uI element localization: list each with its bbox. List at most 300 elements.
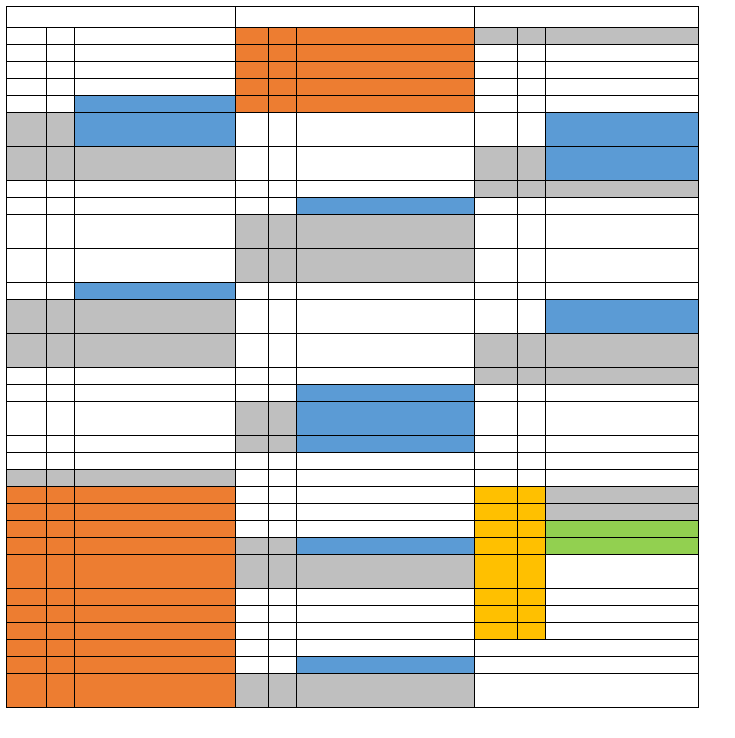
day-number-cell: [269, 147, 297, 181]
calendar-row: [7, 368, 699, 385]
event-cell: [75, 487, 236, 504]
day-number-cell: [47, 589, 75, 606]
day-number-cell: [518, 45, 546, 62]
day-name-cell: [7, 606, 47, 623]
day-number-cell: [269, 283, 297, 300]
day-number-cell: [518, 334, 546, 368]
day-number-cell: [518, 487, 546, 504]
day-number-cell: [47, 96, 75, 113]
day-name-cell: [236, 623, 269, 640]
day-number-cell: [47, 453, 75, 470]
day-number-cell: [47, 606, 75, 623]
event-cell: [75, 589, 236, 606]
day-name-cell: [7, 623, 47, 640]
day-name-cell: [7, 504, 47, 521]
event-cell: [546, 28, 699, 45]
event-cell: [546, 334, 699, 368]
day-number-cell: [47, 198, 75, 215]
day-name-cell: [236, 436, 269, 453]
day-name-cell: [475, 300, 518, 334]
day-name-cell: [7, 215, 47, 249]
day-number-cell: [269, 249, 297, 283]
event-cell: [546, 45, 699, 62]
day-name-cell: [475, 674, 518, 708]
calendar-row: [7, 215, 699, 249]
calendar-row: [7, 79, 699, 96]
day-name-cell: [236, 198, 269, 215]
day-name-cell: [475, 538, 518, 555]
day-number-cell: [47, 181, 75, 198]
day-name-cell: [475, 555, 518, 589]
event-cell: [75, 402, 236, 436]
calendar-row: [7, 402, 699, 436]
calendar-row: [7, 623, 699, 640]
day-name-cell: [236, 453, 269, 470]
event-cell: [546, 181, 699, 198]
day-number-cell: [47, 538, 75, 555]
day-number-cell: [47, 45, 75, 62]
event-cell: [297, 79, 475, 96]
calendar-row: [7, 555, 699, 589]
day-number-cell: [518, 402, 546, 436]
day-name-cell: [475, 215, 518, 249]
event-cell: [297, 28, 475, 45]
day-name-cell: [7, 113, 47, 147]
calendar-row: [7, 589, 699, 606]
day-name-cell: [475, 589, 518, 606]
event-cell: [75, 300, 236, 334]
day-number-cell: [47, 657, 75, 674]
event-cell: [546, 521, 699, 538]
event-cell: [297, 589, 475, 606]
day-name-cell: [236, 589, 269, 606]
day-number-cell: [269, 538, 297, 555]
event-cell: [546, 79, 699, 96]
event-cell: [297, 283, 475, 300]
day-name-cell: [236, 113, 269, 147]
day-name-cell: [7, 521, 47, 538]
event-cell: [546, 504, 699, 521]
day-name-cell: [236, 606, 269, 623]
day-name-cell: [236, 28, 269, 45]
day-number-cell: [518, 606, 546, 623]
day-number-cell: [518, 436, 546, 453]
day-number-cell: [47, 402, 75, 436]
day-name-cell: [475, 487, 518, 504]
calendar-row: [7, 28, 699, 45]
day-name-cell: [7, 45, 47, 62]
event-cell: [546, 368, 699, 385]
day-name-cell: [236, 96, 269, 113]
day-number-cell: [47, 283, 75, 300]
day-number-cell: [47, 555, 75, 589]
calendar-row: [7, 538, 699, 555]
event-cell: [297, 674, 475, 708]
day-number-cell: [47, 504, 75, 521]
event-cell: [75, 453, 236, 470]
event-cell: [297, 470, 475, 487]
event-cell: [297, 453, 475, 470]
event-cell: [75, 657, 236, 674]
day-number-cell: [47, 147, 75, 181]
calendar-row: [7, 640, 699, 657]
day-number-cell: [518, 555, 546, 589]
day-name-cell: [7, 62, 47, 79]
day-number-cell: [518, 300, 546, 334]
event-cell: [75, 28, 236, 45]
event-cell: [297, 334, 475, 368]
day-number-cell: [269, 657, 297, 674]
day-number-cell: [269, 28, 297, 45]
day-number-cell: [269, 487, 297, 504]
day-name-cell: [236, 555, 269, 589]
day-number-cell: [518, 28, 546, 45]
day-name-cell: [7, 249, 47, 283]
event-cell: [546, 300, 699, 334]
event-cell: [546, 113, 699, 147]
day-number-cell: [518, 147, 546, 181]
day-name-cell: [475, 402, 518, 436]
day-name-cell: [475, 198, 518, 215]
event-cell: [297, 215, 475, 249]
day-number-cell: [47, 28, 75, 45]
day-name-cell: [236, 215, 269, 249]
day-number-cell: [518, 368, 546, 385]
event-cell: [297, 45, 475, 62]
calendar-row: [7, 96, 699, 113]
calendar-row: [7, 283, 699, 300]
event-cell: [297, 487, 475, 504]
day-name-cell: [475, 606, 518, 623]
day-name-cell: [7, 385, 47, 402]
day-name-cell: [475, 79, 518, 96]
calendar-row: [7, 249, 699, 283]
event-cell: [546, 453, 699, 470]
day-name-cell: [7, 657, 47, 674]
day-name-cell: [475, 504, 518, 521]
day-number-cell: [269, 181, 297, 198]
event-cell: [297, 147, 475, 181]
event-cell: [546, 249, 699, 283]
day-name-cell: [236, 402, 269, 436]
calendar-row: [7, 487, 699, 504]
day-name-cell: [475, 453, 518, 470]
day-name-cell: [236, 300, 269, 334]
day-name-cell: [475, 368, 518, 385]
day-number-cell: [47, 368, 75, 385]
day-number-cell: [47, 385, 75, 402]
day-number-cell: [269, 62, 297, 79]
event-cell: [297, 657, 475, 674]
day-number-cell: [47, 521, 75, 538]
day-name-cell: [7, 640, 47, 657]
calendar-row: [7, 504, 699, 521]
calendar-body: [7, 28, 699, 708]
event-cell: [297, 113, 475, 147]
month-title: [236, 7, 475, 28]
event-cell: [297, 606, 475, 623]
calendar-row: [7, 436, 699, 453]
day-name-cell: [7, 538, 47, 555]
day-number-cell: [47, 674, 75, 708]
calendar-row: [7, 385, 699, 402]
day-number-cell: [518, 249, 546, 283]
event-cell: [546, 283, 699, 300]
day-name-cell: [7, 368, 47, 385]
day-name-cell: [7, 453, 47, 470]
day-name-cell: [236, 283, 269, 300]
day-number-cell: [269, 113, 297, 147]
day-number-cell: [47, 300, 75, 334]
day-number-cell: [269, 453, 297, 470]
event-cell: [75, 640, 236, 657]
day-number-cell: [269, 215, 297, 249]
calendar-row: [7, 113, 699, 147]
day-name-cell: [475, 470, 518, 487]
event-cell: [75, 470, 236, 487]
day-name-cell: [236, 147, 269, 181]
event-cell: [297, 504, 475, 521]
day-name-cell: [475, 45, 518, 62]
event-cell: [546, 623, 699, 640]
day-name-cell: [7, 79, 47, 96]
day-name-cell: [475, 385, 518, 402]
month-title: [475, 7, 699, 28]
event-cell: [297, 385, 475, 402]
day-number-cell: [269, 96, 297, 113]
calendar-row: [7, 300, 699, 334]
event-cell: [75, 538, 236, 555]
day-number-cell: [269, 606, 297, 623]
event-cell: [75, 334, 236, 368]
day-name-cell: [236, 249, 269, 283]
event-cell: [546, 385, 699, 402]
day-name-cell: [236, 470, 269, 487]
event-cell: [297, 436, 475, 453]
event-cell: [75, 623, 236, 640]
day-number-cell: [518, 198, 546, 215]
event-cell: [75, 521, 236, 538]
day-number-cell: [47, 113, 75, 147]
event-cell: [75, 368, 236, 385]
day-number-cell: [47, 62, 75, 79]
day-number-cell: [269, 674, 297, 708]
day-number-cell: [518, 470, 546, 487]
day-name-cell: [7, 198, 47, 215]
day-name-cell: [236, 674, 269, 708]
day-number-cell: [47, 334, 75, 368]
day-number-cell: [269, 402, 297, 436]
day-name-cell: [7, 28, 47, 45]
header-row: [7, 7, 699, 28]
calendar-row: [7, 453, 699, 470]
day-number-cell: [47, 623, 75, 640]
event-cell: [75, 45, 236, 62]
event-cell: [546, 538, 699, 555]
day-number-cell: [269, 504, 297, 521]
day-name-cell: [475, 62, 518, 79]
day-number-cell: [518, 521, 546, 538]
event-cell: [75, 436, 236, 453]
day-number-cell: [518, 589, 546, 606]
event-cell: [546, 487, 699, 504]
event-cell: [546, 215, 699, 249]
day-number-cell: [518, 113, 546, 147]
event-cell: [297, 198, 475, 215]
calendar-row: [7, 657, 699, 674]
day-number-cell: [269, 589, 297, 606]
day-number-cell: [269, 198, 297, 215]
event-cell: [297, 402, 475, 436]
calendar-row: [7, 45, 699, 62]
calendar-row: [7, 470, 699, 487]
day-number-cell: [269, 640, 297, 657]
day-number-cell: [518, 640, 546, 657]
event-cell: [297, 555, 475, 589]
calendar-row: [7, 521, 699, 538]
event-cell: [546, 640, 699, 657]
day-number-cell: [47, 79, 75, 96]
day-number-cell: [518, 62, 546, 79]
day-number-cell: [269, 334, 297, 368]
event-cell: [546, 470, 699, 487]
day-name-cell: [7, 334, 47, 368]
day-name-cell: [236, 487, 269, 504]
event-cell: [297, 62, 475, 79]
event-cell: [297, 368, 475, 385]
day-name-cell: [236, 62, 269, 79]
day-name-cell: [475, 147, 518, 181]
event-cell: [297, 300, 475, 334]
day-name-cell: [7, 283, 47, 300]
day-name-cell: [236, 79, 269, 96]
day-name-cell: [7, 555, 47, 589]
event-cell: [75, 555, 236, 589]
day-name-cell: [475, 334, 518, 368]
day-name-cell: [236, 45, 269, 62]
day-number-cell: [269, 368, 297, 385]
day-number-cell: [47, 470, 75, 487]
day-number-cell: [518, 504, 546, 521]
event-cell: [546, 606, 699, 623]
day-number-cell: [518, 674, 546, 708]
day-number-cell: [518, 96, 546, 113]
calendar-row: [7, 674, 699, 708]
event-cell: [75, 283, 236, 300]
event-cell: [75, 62, 236, 79]
day-name-cell: [7, 181, 47, 198]
day-name-cell: [236, 181, 269, 198]
calendar-row: [7, 198, 699, 215]
day-name-cell: [475, 249, 518, 283]
event-cell: [546, 96, 699, 113]
month-title: [7, 7, 236, 28]
day-number-cell: [47, 249, 75, 283]
event-cell: [546, 147, 699, 181]
day-name-cell: [7, 147, 47, 181]
calendar-row: [7, 606, 699, 623]
day-name-cell: [475, 96, 518, 113]
event-cell: [297, 521, 475, 538]
event-cell: [546, 436, 699, 453]
event-cell: [546, 555, 699, 589]
day-number-cell: [269, 79, 297, 96]
day-number-cell: [269, 436, 297, 453]
day-number-cell: [269, 45, 297, 62]
day-number-cell: [47, 640, 75, 657]
day-name-cell: [475, 623, 518, 640]
event-cell: [297, 96, 475, 113]
event-cell: [75, 79, 236, 96]
event-cell: [75, 606, 236, 623]
day-number-cell: [518, 657, 546, 674]
day-number-cell: [269, 385, 297, 402]
event-cell: [546, 198, 699, 215]
day-name-cell: [7, 470, 47, 487]
day-number-cell: [518, 215, 546, 249]
day-number-cell: [47, 436, 75, 453]
event-cell: [297, 623, 475, 640]
calendar-row: [7, 181, 699, 198]
day-name-cell: [7, 300, 47, 334]
calendar-row: [7, 334, 699, 368]
day-name-cell: [7, 402, 47, 436]
event-cell: [75, 215, 236, 249]
day-name-cell: [475, 283, 518, 300]
event-cell: [75, 113, 236, 147]
day-number-cell: [518, 385, 546, 402]
day-name-cell: [236, 538, 269, 555]
day-number-cell: [269, 470, 297, 487]
day-name-cell: [7, 487, 47, 504]
event-cell: [297, 538, 475, 555]
event-cell: [75, 198, 236, 215]
day-number-cell: [518, 453, 546, 470]
day-name-cell: [236, 504, 269, 521]
day-name-cell: [236, 385, 269, 402]
day-name-cell: [475, 113, 518, 147]
day-name-cell: [7, 436, 47, 453]
calendar-row: [7, 147, 699, 181]
day-name-cell: [7, 589, 47, 606]
day-name-cell: [236, 368, 269, 385]
day-number-cell: [518, 538, 546, 555]
day-number-cell: [269, 300, 297, 334]
day-number-cell: [47, 487, 75, 504]
event-cell: [75, 674, 236, 708]
day-name-cell: [475, 181, 518, 198]
day-name-cell: [475, 640, 518, 657]
event-cell: [75, 181, 236, 198]
day-number-cell: [518, 79, 546, 96]
day-name-cell: [236, 640, 269, 657]
calendar-table: [6, 6, 699, 708]
event-cell: [546, 657, 699, 674]
day-name-cell: [475, 436, 518, 453]
day-number-cell: [518, 181, 546, 198]
day-number-cell: [518, 623, 546, 640]
day-name-cell: [7, 674, 47, 708]
day-name-cell: [475, 521, 518, 538]
event-cell: [75, 96, 236, 113]
day-number-cell: [518, 283, 546, 300]
day-name-cell: [7, 96, 47, 113]
day-name-cell: [475, 657, 518, 674]
day-number-cell: [269, 521, 297, 538]
event-cell: [75, 147, 236, 181]
day-name-cell: [475, 28, 518, 45]
event-cell: [75, 249, 236, 283]
